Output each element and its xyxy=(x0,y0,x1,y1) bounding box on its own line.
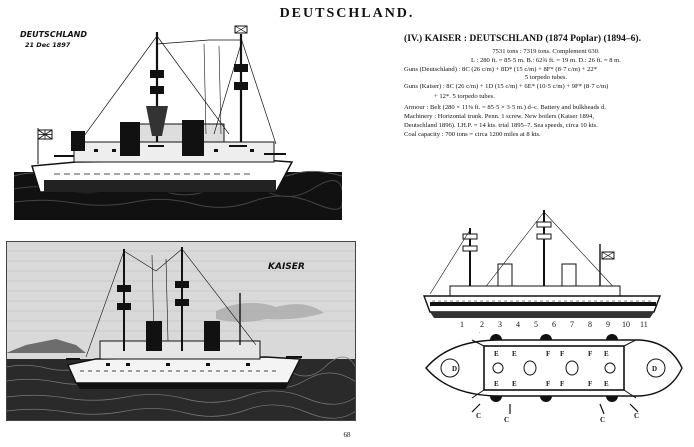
spec-tonnage: 7531 tons : 7319 tons. Complement 630. xyxy=(492,48,600,56)
gun-letter: C xyxy=(476,412,482,420)
gun-letter: F xyxy=(560,350,565,358)
gun-letter: F xyxy=(546,380,551,388)
deutschland-caption-date: 21 Dec 1897 xyxy=(25,41,71,49)
profile-station-numbers xyxy=(420,316,688,330)
station-number: 5 xyxy=(534,320,538,329)
spec-heading: (IV.) KAISER : DEUTSCHLAND (1874 Poplar) (1894–6). xyxy=(404,33,642,44)
deutschland-illustration xyxy=(14,24,342,220)
spec-armour: Armour : Belt (280 × 11⅜ ft. = 85·5 × 3·5 m.) d–c. Battery and bulkheads d. xyxy=(404,103,606,111)
gun-letter: E xyxy=(512,380,517,388)
spec-guns-deutschland: Guns (Deutschland) : 8C (26 c/m) + 8D* (15 c/m) + 8F* (8·7 c/m) + 22* xyxy=(404,66,598,74)
gun-letter: D xyxy=(652,365,658,373)
gun-letter: F xyxy=(588,380,593,388)
station-number: 6 xyxy=(552,320,556,329)
station-number: 4 xyxy=(516,320,520,329)
gun-letter: F xyxy=(560,380,565,388)
station-number: 2 xyxy=(480,320,484,329)
spec-dimensions: L : 280 ft. = 85·5 m. B.: 62¾ ft. = 19 m. D.: 26 ft. = 8 m. xyxy=(471,57,621,65)
deutschland-caption: DEUTSCHLAND xyxy=(20,30,88,39)
station-number: 9 xyxy=(606,320,610,329)
gun-letter: D xyxy=(452,365,458,373)
station-number: 3 xyxy=(498,320,502,329)
page-number: 68 xyxy=(343,431,351,439)
gun-letter: E xyxy=(494,350,499,358)
station-number: 1 xyxy=(460,320,464,329)
gun-letter: F xyxy=(546,350,551,358)
spec-guns-kaiser: Guns (Kaiser) : 8C (26 c/m) + 1D (15 c/m) + 6E* (10·5 c/m) + 9F* (8·7 c/m) xyxy=(404,83,609,91)
spec-machinery: Machinery : Horizontal trunk. Penn. 1 screw. New boilers (Kaiser 1894, xyxy=(404,112,595,120)
gun-letter: F xyxy=(588,350,593,358)
ship-profile-drawing xyxy=(420,204,688,334)
gun-letter: C xyxy=(600,416,606,424)
spec-machinery-cont: Deutschland 1896). I.H.P. = 14 kts. trial 1895–7. Sea speeds, circa 10 kts. xyxy=(404,121,598,129)
gun-letter: E xyxy=(604,350,609,358)
spec-guns-kaiser-cont: + 12*. 5 torpedo tubes. xyxy=(434,92,495,100)
station-number: 11 xyxy=(640,320,648,329)
deck-plan-drawing xyxy=(420,332,688,426)
spec-guns-deutschland-cont: 5 torpedo tubes. xyxy=(524,74,568,82)
kaiser-caption: KAISER xyxy=(268,262,305,272)
station-number: 10 xyxy=(622,320,630,329)
gun-letter: E xyxy=(494,380,499,388)
gun-letter: C xyxy=(504,416,510,424)
spec-coal: Coal capacity : 700 tons = circa 1200 miles at 8 kts. xyxy=(404,130,541,138)
spec-block xyxy=(404,34,688,139)
page-title: DEUTSCHLAND. xyxy=(279,6,415,21)
station-number: 8 xyxy=(588,320,592,329)
gun-letter: E xyxy=(512,350,517,358)
gun-letter: C xyxy=(634,412,640,420)
station-number: 7 xyxy=(570,320,574,329)
gun-letter: E xyxy=(604,380,609,388)
